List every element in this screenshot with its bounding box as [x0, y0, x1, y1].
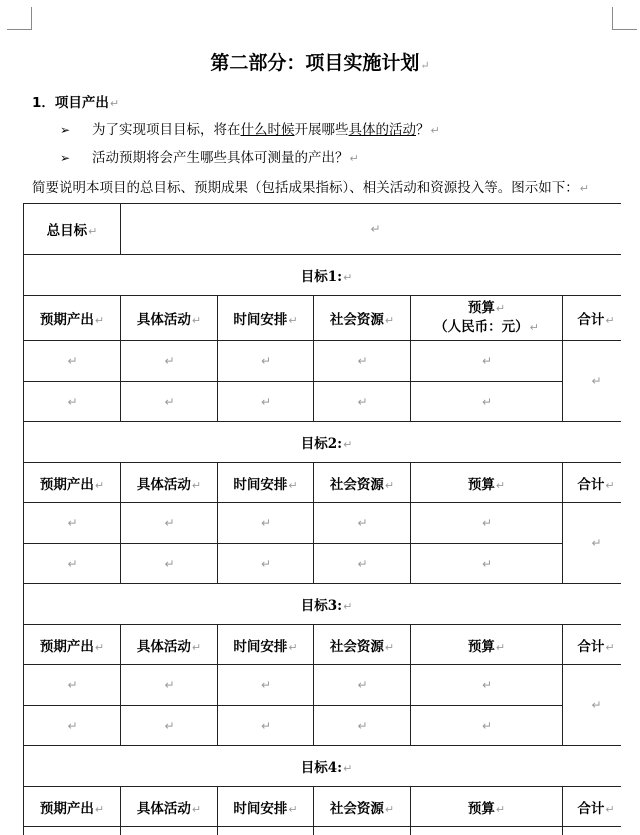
goal-4-heading: 目标4:↵	[24, 746, 622, 787]
col-schedule: 时间安排↵	[218, 625, 314, 665]
col-total: 合计↵	[563, 296, 622, 341]
cell-input[interactable]: ↵	[314, 341, 411, 382]
total-cell[interactable]: ↵	[563, 503, 622, 584]
cell-input[interactable]: ↵	[218, 665, 314, 706]
col-expected-output: 预期产出↵	[24, 787, 121, 827]
cell-input[interactable]	[314, 827, 411, 835]
paragraph-mark-icon: ↵	[579, 182, 589, 195]
col-specific-activity: 具体活动↵	[121, 625, 218, 665]
total-cell[interactable]	[563, 827, 622, 835]
cell-input[interactable]	[24, 827, 121, 835]
cell-input[interactable]: ↵	[411, 665, 563, 706]
cell-input[interactable]: ↵	[314, 503, 411, 544]
col-schedule: 时间安排↵	[218, 463, 314, 503]
paragraph-mark-icon: ↵	[109, 97, 120, 110]
col-budget: 预算↵	[411, 463, 563, 503]
cell-input[interactable]: ↵	[121, 706, 218, 746]
cell-input[interactable]	[411, 827, 563, 835]
cell-input[interactable]: ↵	[121, 544, 218, 584]
total-cell[interactable]: ↵	[563, 665, 622, 746]
arrow-bullet-icon: ➢	[60, 123, 71, 137]
section-heading: 1．项目产出↵	[32, 95, 120, 111]
overall-goal-input[interactable]: ↵	[121, 204, 622, 255]
goal-1-header-row	[24, 296, 622, 341]
overall-goal-row	[24, 204, 622, 255]
goal-4-data-row	[24, 827, 622, 835]
paragraph-mark-icon: ↵	[430, 124, 440, 137]
col-social-resources: 社会资源↵	[314, 625, 411, 665]
cell-input[interactable]: ↵	[218, 544, 314, 584]
col-schedule: 时间安排↵	[218, 787, 314, 827]
cell-input[interactable]: ↵	[24, 341, 121, 382]
cell-input[interactable]: ↵	[218, 503, 314, 544]
cell-input[interactable]: ↵	[218, 382, 314, 422]
page-title: 第二部分：项目实施计划↵	[210, 52, 430, 74]
col-expected-output: 预期产出↵	[24, 296, 121, 341]
cell-input[interactable]: ↵	[411, 544, 563, 584]
goal-2-header-row	[24, 463, 622, 503]
goal-1-data-row	[24, 341, 622, 382]
goal-3-data-row	[24, 706, 622, 746]
bullet-item-1: ➢ 为了实现项目目标，将在什么时候开展哪些具体的活动？↵	[60, 122, 440, 138]
cell-input[interactable]: ↵	[314, 382, 411, 422]
goal-1-data-row	[24, 382, 622, 422]
cell-input[interactable]: ↵	[121, 382, 218, 422]
col-specific-activity: 具体活动↵	[121, 463, 218, 503]
col-budget: 预算↵	[411, 625, 563, 665]
goal-2-data-row	[24, 503, 622, 544]
cell-input[interactable]: ↵	[24, 382, 121, 422]
goal-2-data-row	[24, 544, 622, 584]
cell-input[interactable]	[121, 827, 218, 835]
cell-input[interactable]: ↵	[24, 706, 121, 746]
cell-input[interactable]: ↵	[121, 503, 218, 544]
overall-goal-label: 总目标↵	[24, 204, 121, 255]
cell-input[interactable]: ↵	[24, 544, 121, 584]
goal-3-header-row	[24, 625, 622, 665]
cell-input[interactable]: ↵	[218, 706, 314, 746]
intro-paragraph: 简要说明本项目的总目标、预期成果（包括成果指标）、相关活动和资源投入等。图示如下：↵	[32, 180, 589, 196]
paragraph-mark-icon: ↵	[420, 59, 430, 72]
col-specific-activity: 具体活动↵	[121, 296, 218, 341]
cell-input[interactable]: ↵	[314, 544, 411, 584]
total-cell[interactable]: ↵	[563, 341, 622, 422]
cell-input[interactable]: ↵	[411, 382, 563, 422]
goal-2-heading: 目标2:↵	[24, 422, 622, 463]
bullet-item-2: ➢ 活动预期将会产生哪些具体可测量的产出？↵	[60, 150, 359, 166]
cell-input[interactable]: ↵	[314, 665, 411, 706]
cell-input[interactable]: ↵	[411, 341, 563, 382]
arrow-bullet-icon: ➢	[60, 151, 71, 165]
goal-4-header-row	[24, 787, 622, 827]
cell-input[interactable]: ↵	[218, 341, 314, 382]
cell-input[interactable]: ↵	[411, 503, 563, 544]
cell-input[interactable]	[218, 827, 314, 835]
cell-input[interactable]: ↵	[314, 706, 411, 746]
col-specific-activity: 具体活动↵	[121, 787, 218, 827]
col-social-resources: 社会资源↵	[314, 463, 411, 503]
cell-input[interactable]: ↵	[24, 665, 121, 706]
col-schedule: 时间安排↵	[218, 296, 314, 341]
cell-input[interactable]: ↵	[411, 706, 563, 746]
goal-3-data-row	[24, 665, 622, 706]
col-expected-output: 预期产出↵	[24, 463, 121, 503]
project-plan-table	[23, 203, 621, 835]
col-expected-output: 预期产出↵	[24, 625, 121, 665]
paragraph-mark-icon: ↵	[349, 152, 359, 165]
goal-3-heading: 目标3:↵	[24, 584, 622, 625]
cell-input[interactable]: ↵	[121, 665, 218, 706]
col-total: 合计↵	[563, 787, 622, 827]
cell-input[interactable]: ↵	[121, 341, 218, 382]
col-budget: 预算↵ （人民币：元）↵	[411, 296, 563, 341]
col-total: 合计↵	[563, 625, 622, 665]
col-social-resources: 社会资源↵	[314, 787, 411, 827]
goal-1-heading: 目标1:↵	[24, 255, 622, 296]
col-total: 合计↵	[563, 463, 622, 503]
col-social-resources: 社会资源↵	[314, 296, 411, 341]
cell-input[interactable]: ↵	[24, 503, 121, 544]
col-budget: 预算↵	[411, 787, 563, 827]
